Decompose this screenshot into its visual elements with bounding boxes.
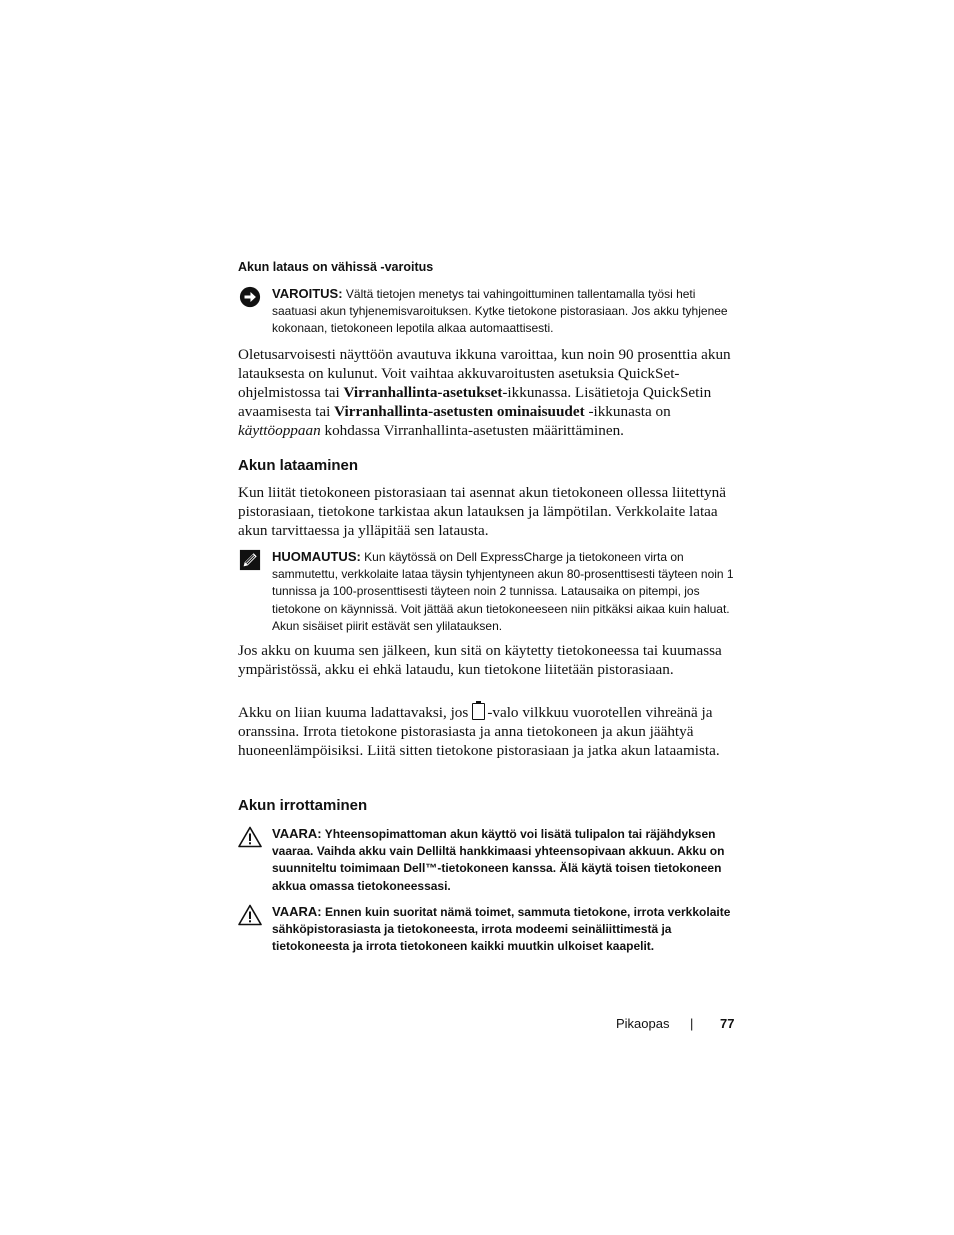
warning-danger-2 [238, 903, 738, 956]
paragraph-battery-warning [238, 345, 738, 440]
arrow-right-circle-icon [238, 286, 262, 308]
paragraph-text: -ikkunassa. Lisätietoja QuickSetin avaamisesta tai [238, 384, 712, 420]
warning-text: Ennen kuin suoritat nämä toimet, sammuta tietokone, irrota verkkolaite sähköpistorasiasta ja tietokoneesta, irrota modeemi seinäliittimestä ja tietokoneesta ja irrota tietokoneen kaikki muutkin ulkoiset kaapelit. [272, 905, 731, 954]
paragraph-text: kohdassa Virranhallinta-asetusten määrittäminen. [320, 422, 624, 439]
pencil-note-icon [238, 549, 262, 571]
battery-icon [472, 703, 485, 720]
footer-separator: | [690, 1016, 694, 1031]
notice-note [238, 548, 738, 635]
page-number: 77 [720, 1016, 735, 1031]
warning-label: VAARA: [272, 826, 322, 841]
section-subheading: Akun lataus on vähissä -varoitus [238, 260, 434, 274]
paragraph-text: Oletusarvoisesti näyttöön avautuva ikkuna varoittaa, kun noin 90 prosenttia akun latauksesta on kulunut. Voit vaihtaa akkuvaroitusten asetuksia QuickSet-ohjelmistossa tai [238, 346, 731, 401]
paragraph-hot-battery: Jos akku on kuuma sen jälkeen, kun sitä on käytetty tietokoneessa tai kuumassa ympäristössä, akku ei ehkä lataudu, kun tietokone liitetään pistorasiaan. [238, 642, 722, 678]
paragraph-charging: Kun liität tietokoneen pistorasiaan tai asennat akun tietokoneen ollessa liitettynä pistorasiaan, tietokone tarkistaa akun latauksen ja lämpötilan. Verkkolaite lataa akun tarvittaessa ja ylläpitää sen latausta. [238, 484, 726, 539]
menu-reference-power-properties: Virranhallinta-asetusten ominaisuudet [334, 403, 585, 420]
guide-reference: käyttöoppaan [238, 422, 321, 439]
paragraph-text: -ikkunasta on [584, 403, 671, 420]
paragraph-text: Akku on liian kuuma ladattavaksi, jos [238, 704, 469, 721]
notice-text: Kun käytössä on Dell ExpressCharge ja tietokoneen virta on sammutettu, verkkolaite lataa täysin tyhjentyneen akun 80-prosenttisesti täyteen noin 1 tunnissa ja 100-prosenttisesti täyteen noin 2 tunnissa. Latausaika on pitempi, jos tietokone on käynnissä. Voit jättää akun tietokoneeseen niin pitkäksi aikaa kuin haluat. Akun sisäiset piirit estävät sen ylilatauksen. [272, 550, 734, 633]
notice-caution [238, 285, 738, 338]
heading-removing: Akun irrottaminen [238, 797, 368, 814]
notice-label: VAROITUS: [272, 286, 343, 301]
menu-reference-power-settings: Virranhallinta-asetukset [343, 384, 503, 401]
paragraph-too-hot [238, 703, 738, 760]
warning-triangle-icon [238, 904, 262, 926]
warning-text: Yhteensopimattoman akun käyttö voi lisätä tulipalon tai räjähdyksen vaaraa. Vaihda akku vain Delliltä hankkimaasi yhteensopivaan akkuun. Akku on suunniteltu toimimaan Dell™-tietokoneen kanssa. Älä käytä toisen tietokoneen akkua omassa tietokoneessasi. [272, 827, 725, 893]
footer-section-name: Pikaopas [616, 1016, 670, 1031]
heading-charging: Akun lataaminen [238, 457, 359, 474]
notice-label: HUOMAUTUS: [272, 549, 361, 564]
warning-danger-1 [238, 825, 738, 895]
warning-label: VAARA: [272, 904, 322, 919]
warning-triangle-icon [238, 826, 262, 848]
notice-text: Vältä tietojen menetys tai vahingoittuminen tallentamalla työsi heti saatuasi akun tyhjenemisvaroituksen. Kytke tietokone pistorasiaan. Jos akku tyhjenee kokonaan, tietokoneen lepotila alkaa automaattisesti. [272, 287, 728, 336]
paragraph-text: -valo vilkkuu vuorotellen vihreänä ja oranssina. Irrota tietokone pistorasiasta ja anna tietokoneen ja akun jäähtyä huoneenlämpöisiksi. Liitä sitten tietokone pistorasiaan ja jatka akun lataamista. [238, 704, 720, 759]
